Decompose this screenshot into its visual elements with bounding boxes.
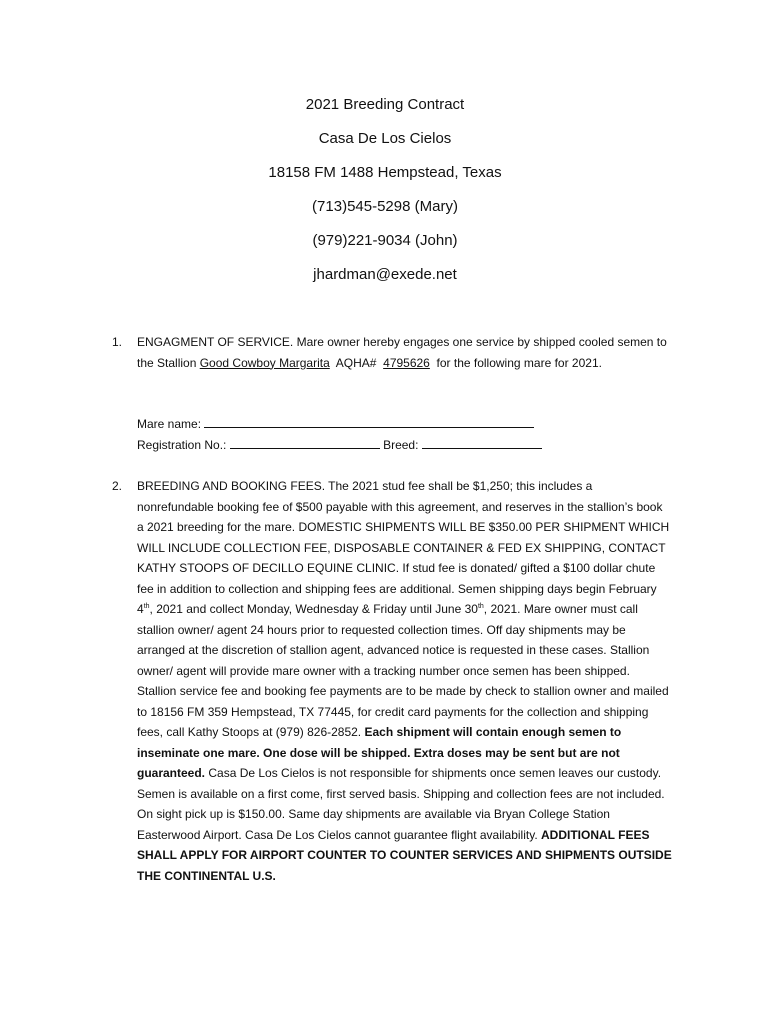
section-fees xyxy=(112,476,672,886)
business-address: 18158 FM 1488 Hempstead, Texas xyxy=(268,164,502,181)
breed-blank[interactable] xyxy=(422,435,542,449)
superscript-th: th xyxy=(477,603,484,610)
breed-label: Breed: xyxy=(383,437,419,452)
registration-blank[interactable] xyxy=(230,435,380,449)
engagement-text-end: for the following mare for 2021. xyxy=(429,355,602,370)
section-body xyxy=(137,476,672,886)
phone-john: (979)221-9034 (John) xyxy=(312,232,458,249)
mare-fields xyxy=(137,414,542,455)
stallion-name: Good Cowboy Margarita xyxy=(199,355,330,370)
aqha-number: 4795626 xyxy=(383,355,430,370)
engagement-text: ENGAGMENT OF SERVICE. Mare owner hereby engages one service by shipped cooled semen to the Stallion xyxy=(137,335,667,370)
superscript-th: th xyxy=(143,603,150,610)
section-number: 1. xyxy=(112,335,123,349)
business-name: Casa De Los Cielos xyxy=(318,130,452,147)
phone-mary: (713)545-5298 (Mary) xyxy=(312,198,458,215)
fees-text-3: , 2021. Mare owner must call stallion owner/ agent 24 hours prior to requested collection times. Off day shipments may be arranged at the discretion of stallion agent, advanced notice is requested in these cases. Stallion owner/ agent will provide mare owner with a tracking number once semen has been shipped. Stallion service fee and booking fee payments are to be made by check to stallion owner and mailed to 18156 FM 359 Hempstead, TX 77445, for credit card payments for the collection and shipping fees, call Kathy Stoops at (979) 826-2852. xyxy=(137,602,669,739)
fees-text-2: , 2021 and collect Monday, Wednesday & Friday until June 30 xyxy=(149,602,478,616)
section-number: 2. xyxy=(112,479,123,493)
shipment-dose-notice: Each shipment will contain enough semen to inseminate one mare. One dose will be shipped. Extra doses may be sent but are not guaranteed. xyxy=(137,725,622,780)
registration-label: Registration No.: xyxy=(137,437,227,452)
mare-name-label: Mare name: xyxy=(137,417,202,431)
fees-text-1: BREEDING AND BOOKING FEES. The 2021 stud fee shall be $1,250; this includes a nonrefundable booking fee of $500 payable with this agreement, and reserves in the stallion’s book a 2021 breeding for the mare. DOMESTIC SHIPMENTS WILL BE $350.00 PER SHIPMENT WHICH WILL INCLUDE COLLECTION FEE, DISPOSABLE CONTAINER & FED EX SHIPPING, CONTACT KATHY STOOPS OF DECILLO EQUINE CLINIC. If stud fee is donated/ gifted a $100 dollar chute fee in addition to collection and shipping fees are additional. Semen shipping days begin February 4 xyxy=(137,479,670,616)
document-title: 2021 Breeding Contract xyxy=(305,96,465,113)
section-body xyxy=(137,332,672,373)
section-engagement xyxy=(112,332,672,373)
mare-name-row xyxy=(137,414,542,435)
additional-fees-notice: ADDITIONAL FEES SHALL APPLY FOR AIRPORT COUNTER TO COUNTER SERVICES AND SHIPMENTS OUTSIDE THE CONTINENTAL U.S. xyxy=(137,827,672,883)
contact-email: jhardman@exede.net xyxy=(313,266,457,283)
contract-header xyxy=(0,92,770,296)
fees-text-4: Casa De Los Cielos is not responsible for shipments once semen leaves our custody. Semen is available on a first come, first served basis. Shipping and collection fees are not included. On sight pick up is $150.00. Same day shipments are available via Bryan College Station Easterwood Airport. Casa De Los Cielos cannot guarantee flight availability. xyxy=(137,766,665,842)
aqha-label: AQHA# xyxy=(329,355,384,370)
registration-row xyxy=(137,435,542,456)
mare-name-blank[interactable] xyxy=(204,414,534,428)
